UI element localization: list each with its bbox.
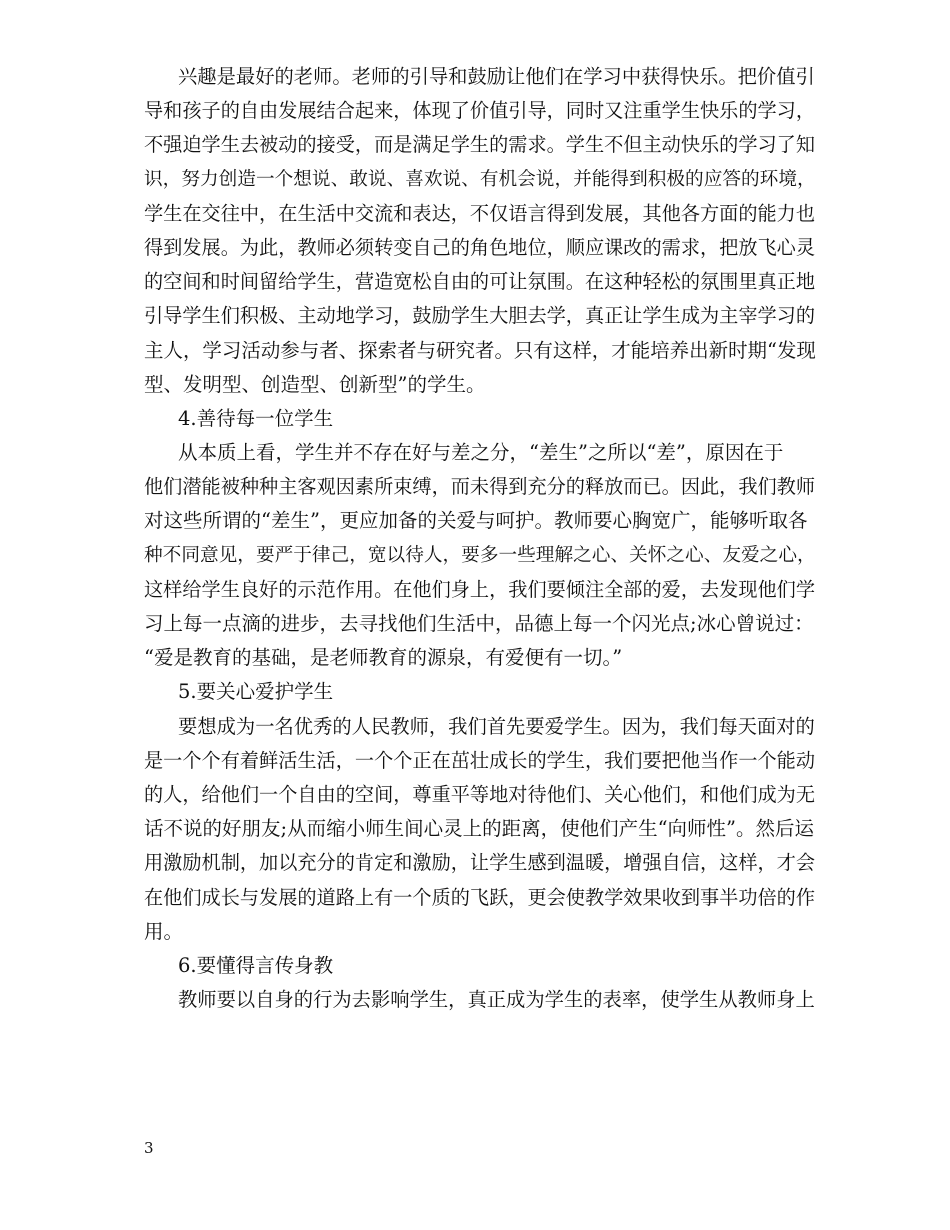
text-line: 用激励机制，加以充分的肯定和激励，让学生感到温暖，增强自信，这样，才会 [144, 851, 816, 875]
body-text [144, 60, 814, 1017]
text-line: 4.善待每一位学生 [178, 406, 334, 430]
text-line: 从本质上看，学生并不存在好与差之分，“差生”之所以“差”，原因在于 [178, 441, 784, 465]
text-line: 种不同意见，要严于律己，宽以待人，要多一些理解之心、关怀之心、友爱之心， [144, 544, 816, 566]
text-line: 教师要以自身的行为去影响学生，真正成为学生的表率，使学生从教师身上 [178, 988, 815, 1012]
text-line: 导和孩子的自由发展结合起来，体现了价值引导，同时又注重学生快乐的学习， [144, 99, 816, 123]
text-line: 主人，学习活动参与者、探索者与研究者。只有这样，才能培养出新时期“发现 [144, 338, 816, 362]
page-number: 3 [144, 1139, 154, 1157]
text-line: 学生在交往中，在生活中交流和表达，不仅语言得到发展，其他各方面的能力也 [144, 201, 816, 225]
text-line: 他们潜能被种种主客观因素所束缚，而未得到充分的释放而已。因此，我们教师 [144, 475, 816, 499]
text-line: 对这些所谓的“差生”，更应加备的关爱与呵护。教师要心胸宽广，能够听取各 [144, 509, 808, 533]
text-line: 习上每一点滴的进步，去寻找他们生活中，品德上每一个闪光点;冰心曾说过： [144, 612, 814, 635]
text-line: 不强迫学生去被动的接受，而是满足学生的需求。学生不但主动快乐的学习了知 [144, 133, 816, 157]
text-line: 识，努力创造一个想说、敢说、喜欢说、有机会说，并能得到积极的应答的环境， [144, 168, 816, 190]
text-line: 要想成为一名优秀的人民教师，我们首先要爱学生。因为，我们每天面对的 [178, 714, 815, 738]
text-line: 这样给学生良好的示范作用。在他们身上，我们要倾注全部的爱，去发现他们学 [144, 577, 816, 601]
text-line: 的空间和时间留给学生，营造宽松自由的可让氛围。在这种轻松的氛围里真正地 [144, 270, 816, 294]
text-line: 型、发明型、创造型、创新型”的学生。 [144, 372, 486, 396]
text-line: 是一个个有着鲜活生活，一个个正在茁壮成长的学生，我们要把他当作一个能动 [144, 748, 816, 772]
text-line: 引导学生们积极、主动地学习，鼓励学生大胆去学，真正让学生成为主宰学习的 [144, 304, 816, 328]
text-line: “爱是教育的基础，是老师教育的源泉，有爱便有一切。” [144, 646, 623, 670]
text-line: 兴趣是最好的老师。老师的引导和鼓励让他们在学习中获得快乐。把价值引 [178, 65, 815, 88]
text-line: 的人，给他们一个自由的空间，尊重平等地对待他们、关心他们，和他们成为无 [144, 782, 816, 806]
text-line: 话不说的好朋友;从而缩小师生间心灵上的距离，使他们产生“向师性”。然后运 [144, 817, 815, 841]
text-line: 得到发展。为此，教师必须转变自己的角色地位，顺应课改的需求，把放飞心灵 [144, 235, 816, 259]
text-line: 5.要关心爱护学生 [178, 680, 334, 704]
text-line: 用。 [144, 919, 184, 943]
text-line: 在他们成长与发展的道路上有一个质的飞跃，更会使教学效果收到事半功倍的作 [144, 885, 816, 909]
text-line: 6.要懂得言传身教 [178, 953, 334, 977]
